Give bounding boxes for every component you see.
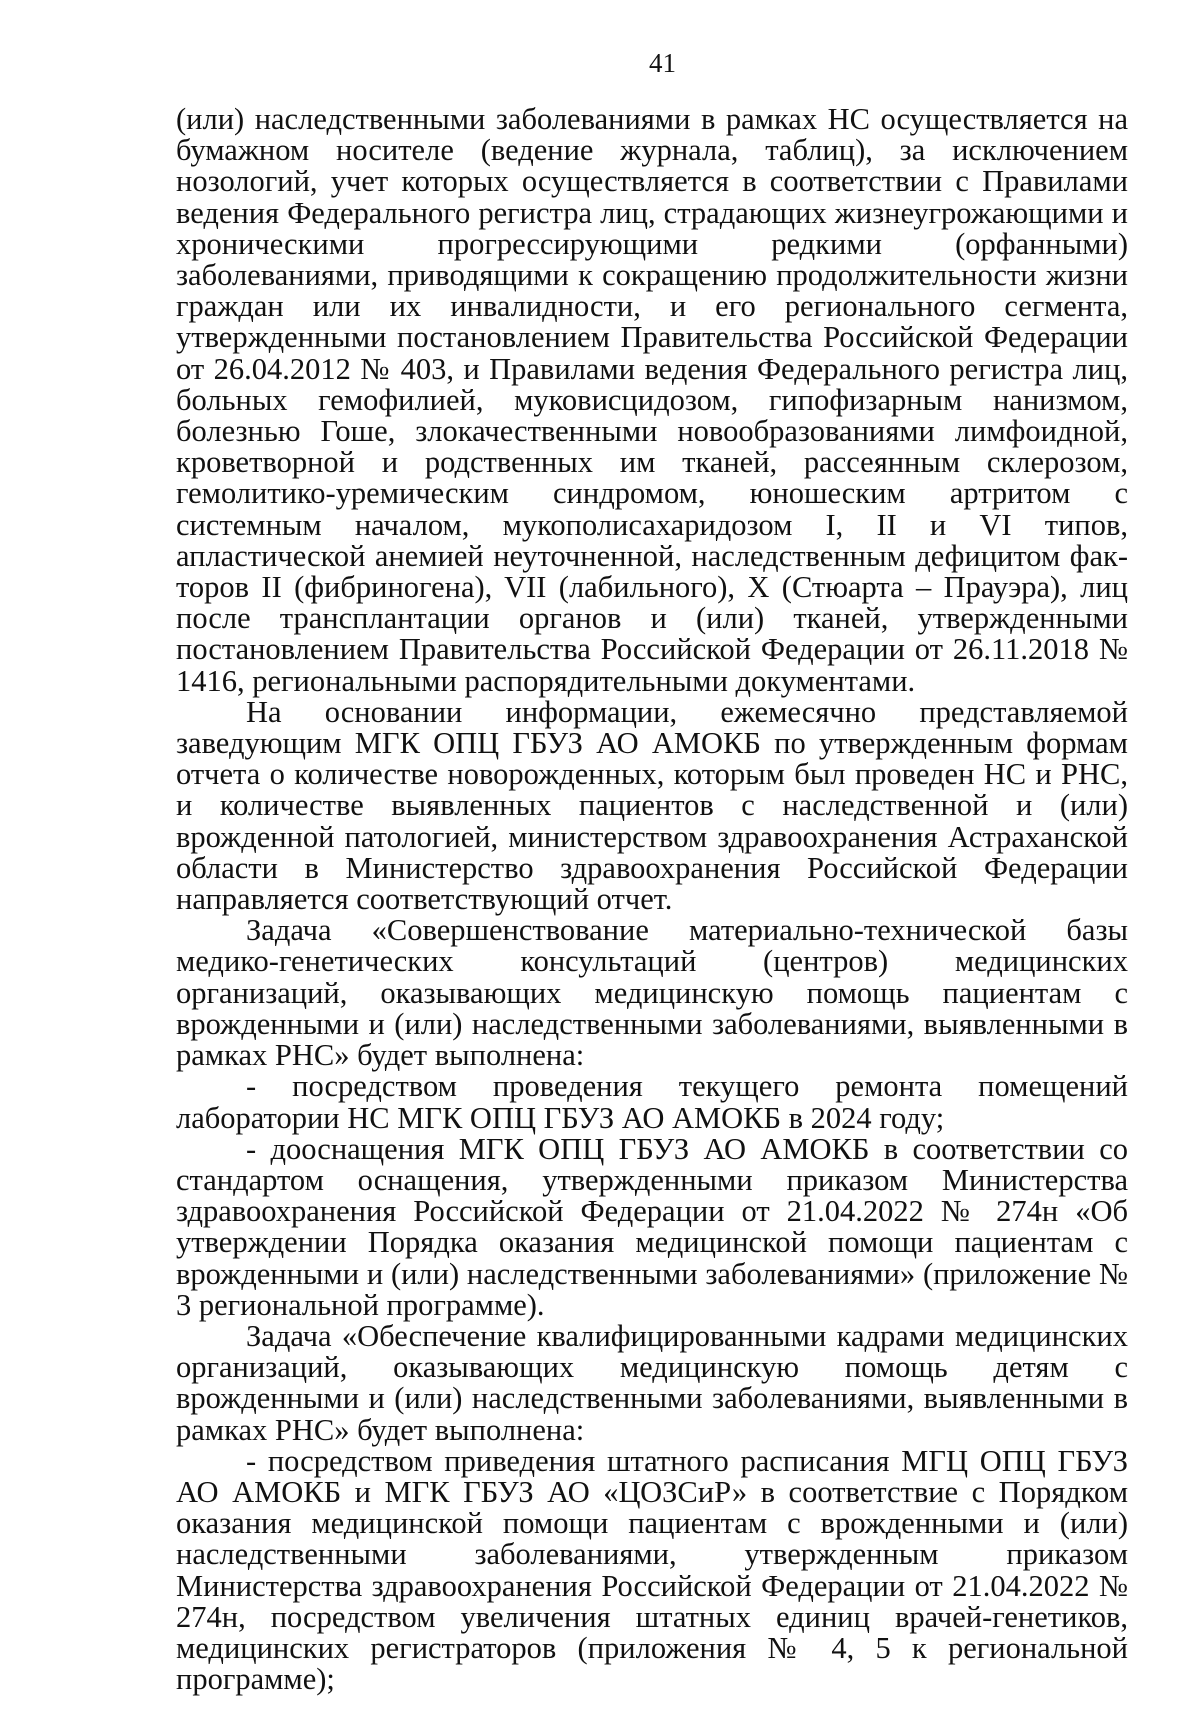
paragraph-task-equipment: Задача «Совершенствование материально-технической базы медико-генетических консультаций (центров) медицинских организаций, оказывающих медицинскую помощь пациентам с врожденными и (или) наследственными заболеваниями, выявленными в рамках РНС» будет выполнена:: [176, 913, 1128, 1073]
list-item-equipping: - дооснащения МГК ОПЦ ГБУЗ АО АМОКБ в соответствии со стандартом оснащения, утвержденными приказом Министерства здравоохранения Российской Федерации от 21.04.2022 № 274н «Об утверждении Порядка оказания медицинской помощи пациентам с врожденными и (или) наследственными заболеваниями» (приложение № 3 региональной программе).: [176, 1131, 1128, 1322]
document-body: [176, 104, 1128, 1695]
list-item-repair: - посредством проведения текущего ремонта помещений лаборатории НС МГК ОПЦ ГБУЗ АО АМОКБ в 2024 году;: [176, 1069, 1128, 1135]
page-number: 41: [649, 48, 676, 78]
paragraph-registry-continuation: (или) наследственными заболеваниями в рамках НС осуществляется на бумажном носителе (ведение журнала, таблиц), за исключением нозологий, учет которых осуществляется в соответствии с Правилами ведения Федерального регистра лиц, страдающих жизнеугрожающими и хроническими прогрессирующими редкими (орфанными) заболеваниями, приводящими к сокращению продолжительности жизни граждан или их инвалидности, и его регионального сегмента, утвержденными постановлением Правительства Российской Федерации от 26.04.2012 № 403, и Правилами ведения Федерального регистра лиц, больных гемофилией, муковисцидозом, гипофизарным нанизмом, болезнью Гоше, злокачественными новообразованиями лимфоидной, кроветворной и родственных им тканей, рассеянным склерозом, гемолитико-уремическим синдромом, юношеским артритом с системным началом, мукополисахаридозом I, II и VI типов, апластической анемией неуточненной, наследственным дефицитом факторов II (фибриногена), VII (лабильного), X (Стюарта – Прауэра), лиц после трансплантации органов и (или) тканей, утвержденными постановлением Правительства Российской Федерации от 26.11.2018 № 1416, региональными распорядительными документами.: [176, 102, 1128, 698]
list-item-staff-schedule: - посредством приведения штатного расписания МГЦ ОПЦ ГБУЗ АО АМОКБ и МГК ГБУЗ АО «ЦОЗСиР» в соответствие с Порядком оказания медицинской помощи пациентам с врожденными и (или) наследственными заболеваниями, утвержденным приказом Министерства здравоохранения Российской Федерации от 21.04.2022 № 274н, посредством увеличения штатных единиц врачей-генетиков, медицинских регистраторов (приложения № 4, 5 к региональной программе);: [176, 1443, 1128, 1697]
paragraph-reporting: На основании информации, ежемесячно представляемой заведующим МГК ОПЦ ГБУЗ АО АМОКБ по утвержденным формам отчета о количестве новорожденных, которым был проведен НС и РНС, и количестве выявленных пациентов с наследственной и (или) врожденной патологией, министерством здравоохранения Астраханской области в Министерство здравоохранения Российской Федерации направляется соответствующий отчет.: [176, 694, 1128, 917]
paragraph-task-staffing: Задача «Обеспечение квалифицированными кадрами медицинских организаций, оказывающих медицинскую помощь детям с врожденными и (или) наследственными заболеваниями, выявленными в рамках РНС» будет выполнена:: [176, 1318, 1128, 1447]
